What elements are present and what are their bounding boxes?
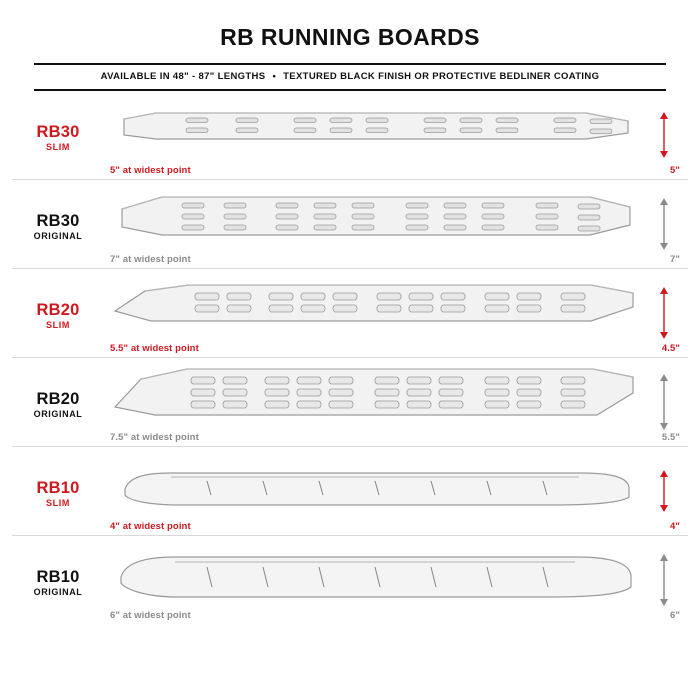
height-caption: 6" — [670, 610, 680, 621]
double-arrow-icon — [656, 112, 672, 158]
width-caption: 6" at widest point — [110, 610, 191, 621]
rb10-original-svg — [111, 549, 641, 611]
rb20-original-svg — [111, 363, 641, 441]
row-label-rb30-original — [12, 180, 104, 268]
double-arrow-icon — [656, 374, 672, 430]
height-caption: 5.5" — [661, 432, 680, 443]
table-row — [12, 91, 688, 180]
page-title: RB RUNNING BOARDS — [220, 24, 480, 50]
double-arrow-icon — [656, 287, 672, 339]
row-label-rb10-slim — [12, 447, 104, 535]
table-row — [12, 180, 688, 269]
rb30-slim-svg — [116, 105, 636, 165]
table-row — [12, 447, 688, 536]
width-caption: 7" at widest point — [110, 254, 191, 265]
width-caption: 7.5" at widest point — [110, 432, 199, 443]
double-arrow-icon — [656, 198, 672, 250]
height-caption: 5" — [670, 165, 680, 176]
width-caption: 5.5" at widest point — [110, 343, 199, 354]
model-name: RB30 — [36, 122, 80, 141]
row-label-rb20-original — [12, 358, 104, 446]
model-name: RB20 — [36, 300, 80, 319]
rb20-slim-svg — [111, 277, 641, 349]
subtitle-finish: TEXTURED BLACK FINISH OR PROTECTIVE BEDLINER COATING — [283, 71, 600, 82]
model-variant: SLIM — [46, 320, 70, 331]
table-row — [12, 269, 688, 358]
model-variant: ORIGINAL — [33, 231, 83, 242]
model-variant: SLIM — [46, 142, 70, 153]
model-variant: SLIM — [46, 498, 70, 509]
height-arrow-rb30-original — [648, 180, 688, 268]
model-name: RB20 — [36, 389, 80, 408]
width-caption: 4" at widest point — [110, 521, 191, 532]
header — [12, 0, 688, 91]
height-arrow-rb10-original — [648, 536, 688, 624]
model-variant: ORIGINAL — [33, 587, 83, 598]
table-row — [12, 536, 688, 624]
row-label-rb30-slim — [12, 91, 104, 179]
model-variant: ORIGINAL — [33, 409, 83, 420]
model-name: RB10 — [36, 478, 80, 497]
table-row — [12, 358, 688, 447]
height-caption: 7" — [670, 254, 680, 265]
subtitle-lengths: AVAILABLE IN 48" - 87" LENGTHS — [100, 71, 266, 82]
model-name: RB30 — [36, 211, 80, 230]
rb10-slim-svg — [111, 463, 641, 519]
bullet-separator-icon: • — [272, 71, 277, 82]
row-label-rb10-original — [12, 536, 104, 624]
width-caption: 5" at widest point — [110, 165, 191, 176]
height-arrow-rb30-slim — [648, 91, 688, 179]
board-rows — [12, 91, 688, 624]
height-arrow-rb10-slim — [648, 447, 688, 535]
header-subtitle — [12, 65, 688, 89]
double-arrow-icon — [656, 470, 672, 512]
row-label-rb20-slim — [12, 269, 104, 357]
model-name: RB10 — [36, 567, 80, 586]
rb30-original-svg — [116, 189, 636, 259]
height-caption: 4" — [670, 521, 680, 532]
height-caption: 4.5" — [661, 343, 680, 354]
double-arrow-icon — [656, 554, 672, 606]
